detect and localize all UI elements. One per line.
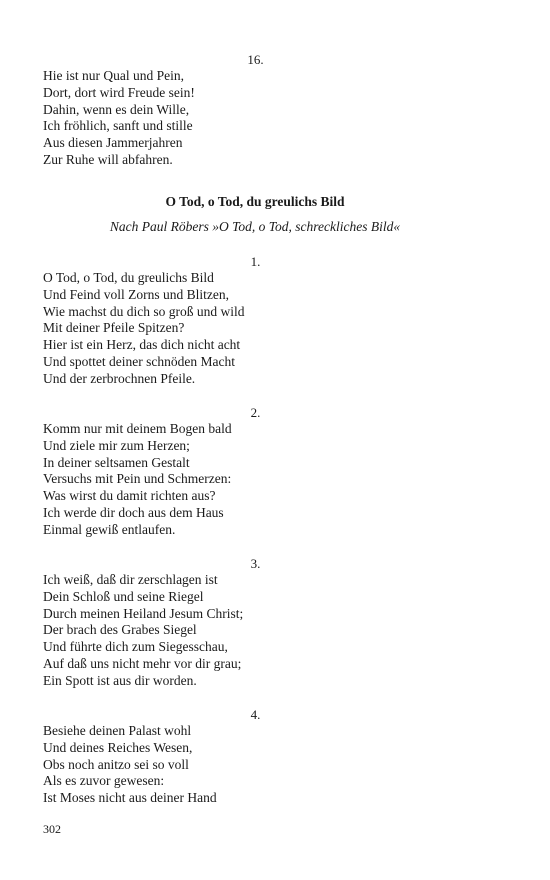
verse-line: Hier ist ein Herz, das dich nicht acht: [43, 337, 241, 353]
verse-line: Zur Ruhe will abfahren.: [43, 151, 173, 167]
verse-line: Und der zerbrochnen Pfeile.: [43, 370, 196, 386]
verse-line: Obs noch anitzo sei so voll: [43, 756, 189, 772]
verse-line: Und deines Reiches Wesen,: [43, 739, 193, 755]
verse-line: Einmal gewiß entlaufen.: [43, 521, 176, 537]
verse-line: Aus diesen Jammerjahren: [43, 135, 183, 151]
verse-line: Hie ist nur Qual und Pein,: [43, 68, 184, 83]
verse-line: Und spottet deiner schnöden Macht: [43, 353, 235, 369]
verse-line: Und führte dich zum Siegesschau,: [43, 639, 228, 655]
stanza-4: [43, 706, 473, 807]
stanza-number: 3.: [250, 556, 261, 571]
stanza-1: [43, 253, 473, 388]
verse-line: In deiner seltsamen Gestalt: [43, 454, 190, 470]
verse-line: Komm nur mit deinem Bogen bald: [43, 421, 232, 436]
verse-line: Und Feind voll Zorns und Blitzen,: [43, 286, 229, 302]
stanza-number: 2.: [250, 405, 261, 420]
verse-line: Dort, dort wird Freude sein!: [43, 84, 195, 100]
verse-line: Als es zuvor gewesen:: [43, 773, 165, 789]
verse-line: Besiehe deinen Palast wohl: [43, 723, 192, 738]
verse-line: Ist Moses nicht aus deiner Hand: [43, 790, 217, 806]
verse-line: Der brach des Grabes Siegel: [43, 622, 197, 638]
verse-line: Ich weiß, daß dir zerschlagen ist: [43, 572, 218, 587]
poem-subtitle: Nach Paul Röbers »O Tod, o Tod, schreckliches Bild«: [109, 219, 401, 234]
stanza-2: [43, 404, 473, 539]
verse-line: Auf daß uns nicht mehr vor dir grau;: [43, 655, 242, 671]
verse-line: Und ziele mir zum Herzen;: [43, 437, 190, 453]
verse-line: Mit deiner Pfeile Spitzen?: [43, 320, 185, 336]
verse-line: Was wirst du damit richten aus?: [43, 488, 216, 504]
verse-line: Ich werde dir doch aus dem Haus: [43, 504, 224, 520]
stanza-16: [43, 51, 473, 169]
verse-line: Wie machst du dich so groß und wild: [43, 303, 245, 319]
page-number: 302: [43, 822, 61, 836]
verse-line: Durch meinen Heiland Jesum Christ;: [43, 605, 244, 621]
verse-line: Dein Schloß und seine Riegel: [43, 588, 204, 604]
stanza-number: 16.: [247, 52, 264, 67]
verse-line: Ich fröhlich, sanft und stille: [43, 118, 193, 134]
stanza-number: 1.: [250, 254, 261, 269]
verse-line: Ein Spott ist aus dir worden.: [43, 672, 197, 688]
stanza-number: 4.: [250, 707, 261, 722]
poem-title: O Tod, o Tod, du greulichs Bild: [165, 194, 345, 209]
verse-line: Versuchs mit Pein und Schmerzen:: [43, 471, 232, 487]
verse-line: Dahin, wenn es dein Wille,: [43, 101, 190, 117]
verse-line: O Tod, o Tod, du greulichs Bild: [43, 270, 214, 285]
stanza-3: [43, 555, 473, 690]
